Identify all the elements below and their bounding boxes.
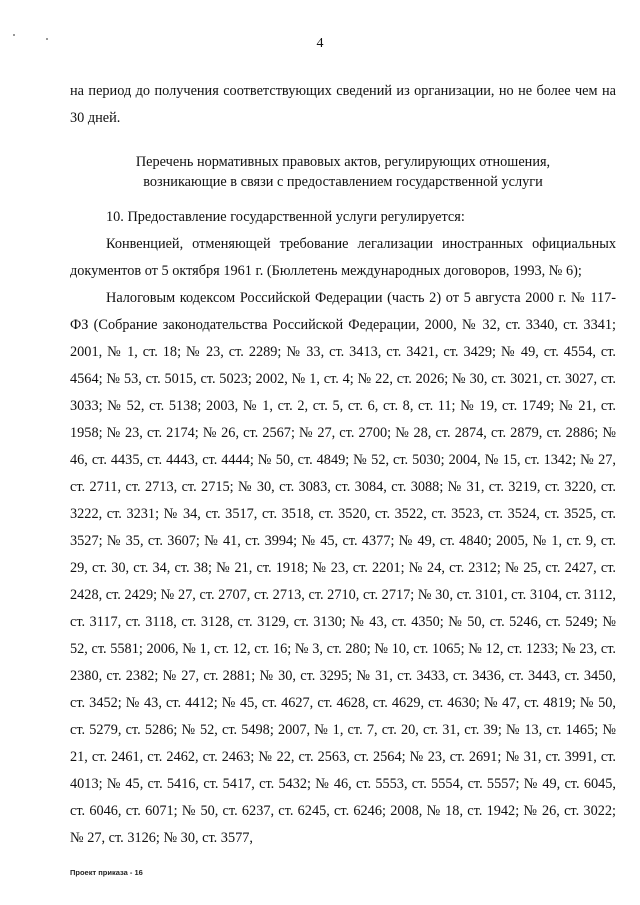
section-heading <box>70 152 616 192</box>
section-heading-line: возникающие в связи с предоставлением государственной услуги <box>143 174 543 190</box>
paragraph-item-10: 10. Предоставление государственной услуги регулируется: <box>106 209 465 225</box>
paragraph-convention: Конвенцией, отменяющей требование легализации иностранных официальных документов от 5 октября 1961 г. (Бюллетень международных договоров, 1993, № 6); <box>70 236 616 279</box>
document-body <box>70 78 616 852</box>
section-heading-line: Перечень нормативных правовых актов, регулирующих отношения, <box>135 154 551 170</box>
page-number: 4 <box>316 36 324 51</box>
footer-draft-label: Проект приказа - 16 <box>70 868 143 877</box>
paragraph-tax-code: Налоговым кодексом Российской Федерации (часть 2) от 5 августа 2000 г. № 117-ФЗ (Собрание законодательства Российской Федерации, 2000, № 32, ст. 3340, ст. 3341; 2001, № 1, ст. 18; № 23, ст. 2289; № 33, ст. 3413, ст. 3421, ст. 3429; № 49, ст. 4554, ст. 4564; № 53, ст. 5015, ст. 5023; 2002, № 1, ст. 4; № 22, ст. 2026; № 30, ст. 3021, ст. 3027, ст. 3033; № 52, ст. 5138; 2003, № 1, ст. 2, ст. 5, ст. 6, ст. 8, ст. 11; № 19, ст. 1749; № 21, ст. 1958; № 23, ст. 2174; № 26, ст. 2567; № 27, ст. 2700; № 28, ст. 2874, ст. 2879, ст. 2886; № 46, ст. 4435, ст. 4443, ст. 4444; № 50, ст. 4849; № 52, ст. 5030; 2004, № 15, ст. 1342; № 27, ст. 2711, ст. 2713, ст. 2715; № 30, ст. 3083, ст. 3084, ст. 3088; № 31, ст. 3219, ст. 3220, ст. 3222, ст. 3231; № 34, ст. 3517, ст. 3518, ст. 3520, ст. 3522, ст. 3523, ст. 3524, ст. 3525, ст. 3527; № 35, ст. 3607; № 41, ст. 3994; № 45, ст. 4377; № 49, ст. 4840; 2005, № 1, ст. 9, ст. 29, ст. 30, ст. 34, ст. 38; № 21, ст. 1918; № 23, ст. 2201; № 24, ст. 2312; № 25, ст. 2427, ст. 2428, ст. 2429; № 27, ст. 2707, ст. 2713, ст. 2710, ст. 2717; № 30, ст. 3101, ст. 3104, ст. 3112, ст. 3117, ст. 3118, ст. 3128, ст. 3129, ст. 3130; № 43, ст. 4350; № 50, ст. 5246, ст. 5249; № 52, ст. 5581; 2006, № 1, ст. 12, ст. 16; № 3, ст. 280; № 10, ст. 1065; № 12, ст. 1233; № 23, ст. 2380, ст. 2382; № 27, ст. 2881; № 30, ст. 3295; № 31, ст. 3433, ст. 3436, ст. 3443, ст. 3450, ст. 3452; № 43, ст. 4412; № 45, ст. 4627, ст. 4628, ст. 4629, ст. 4630; № 47, ст. 4819; № 50, ст. 5279, ст. 5286; № 52, ст. 5498; 2007, № 1, ст. 7, ст. 20, ст. 31, ст. 39; № 13, ст. 1465; № 21, ст. 2461, ст. 2462, ст. 2463; № 22, ст. 2563, ст. 2564; № 23, ст. 2691; № 31, ст. 3991, ст. 4013; № 45, ст. 5416, ст. 5417, ст. 5432; № 46, ст. 5553, ст. 5554, ст. 5557; № 49, ст. 6045, ст. 6046, ст. 6071; № 50, ст. 6237, ст. 6245, ст. 6246; 2008, № 18, ст. 1942; № 26, ст. 3022; № 27, ст. 3126; № 30, ст. 3577, <box>70 290 616 846</box>
paragraph-continuation: на период до получения соответствующих сведений из организации, но не более чем на 30 дней. <box>70 83 616 126</box>
